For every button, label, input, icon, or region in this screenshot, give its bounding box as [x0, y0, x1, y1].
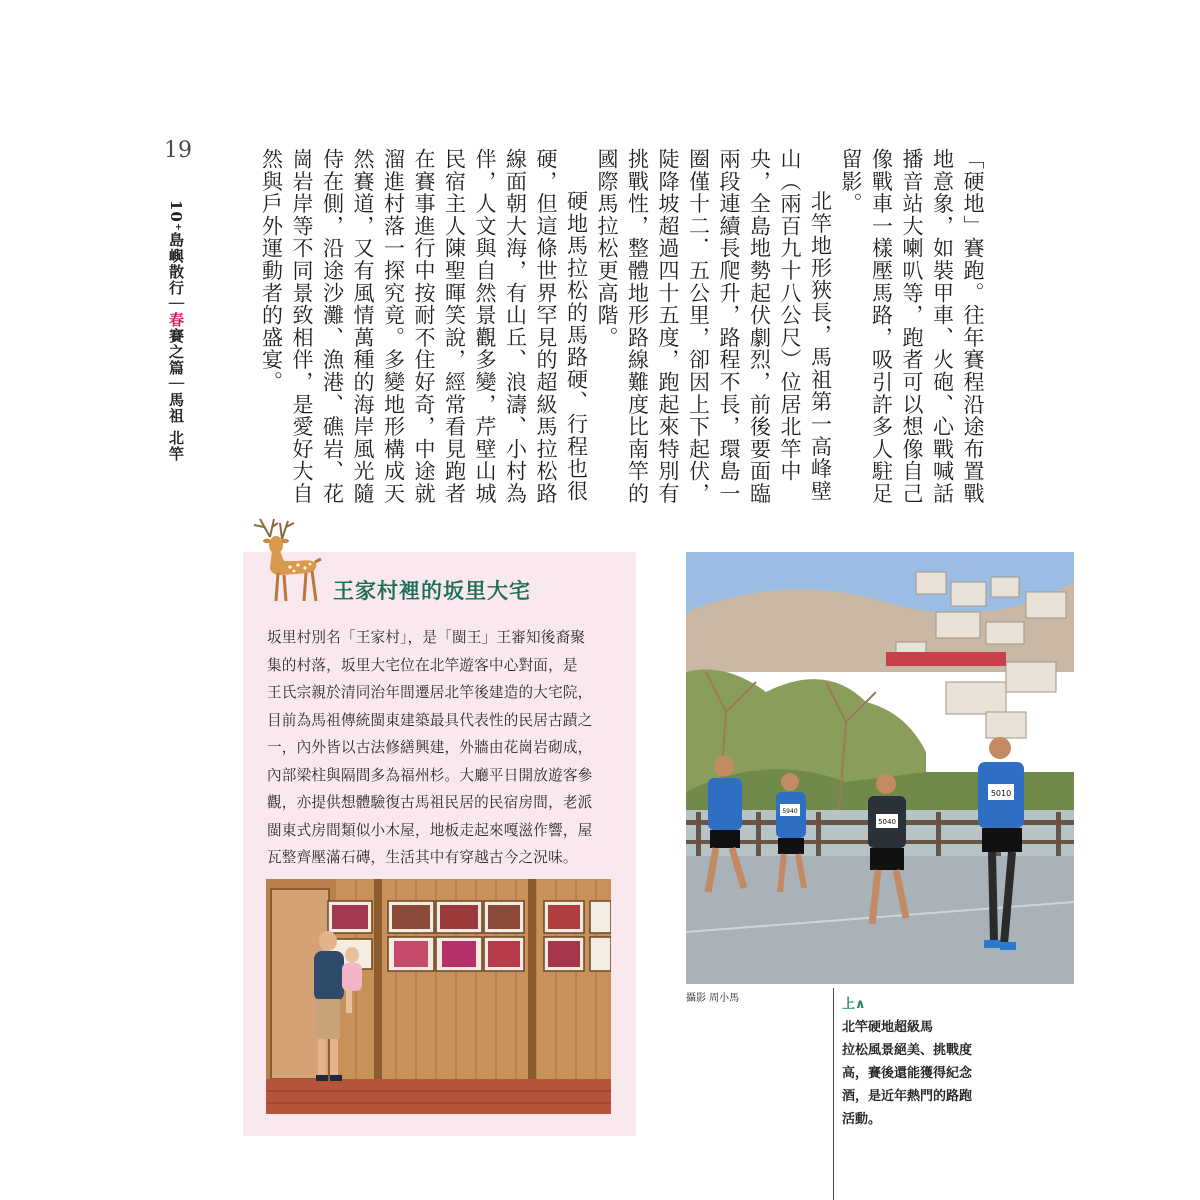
caption-line: 拉松風景絕美、挑戰度: [842, 1043, 973, 1058]
runner-bib: 5010: [990, 789, 1012, 798]
sidebar-line: 一，內外皆以古法修繕興建，外牆由花崗岩砌成，: [267, 739, 593, 756]
caption-rule: [833, 988, 834, 1200]
sidebar-line: 閩東式房間類似小木屋，地板走起來嘎滋作響，屋: [267, 821, 593, 839]
caption-line: 活動。: [842, 1112, 882, 1127]
sidebar-line: 瓦整齊壓滿石磚，生活其中有穿越古今之況味。: [267, 849, 578, 866]
sidebar-line: 目前為馬祖傳統閩東建築最具代表性的民居古蹟之: [267, 711, 593, 729]
sidebar-line: 集的村落，坂里大宅位在北竿遊客中心對面，是: [267, 656, 578, 674]
sidebar-line: 王氏宗親於清同治年間遷居北竿後建造的大宅院，: [267, 684, 593, 701]
photo-credit: 攝影 周小馬: [686, 993, 740, 1004]
chapter-suffix: 賽之篇: [167, 327, 185, 376]
chapter-mark: 春: [167, 311, 185, 328]
runner-bib: 5940: [782, 808, 798, 815]
article-paragraph: 硬地馬拉松的馬路硬、行程也很硬，但這條世界罕見的超級馬拉松路線面朝大海，有山丘、浪濤、小村為伴，人文與自然景觀多變，芹壁山城民宿主人陳聖暉笑說，經常看見跑者在賽事進行中按耐不住好奇，中途就溜進村落一探究竟。多變地形構成天然賽道，又有風情萬種的海岸風光隨侍在側，沿途沙灘、漁港、礁岩、花崗岩岸等不同景致相伴，是愛好大自然與戶外運動者的盛宴。: [259, 148, 589, 505]
article-body: [258, 148, 988, 518]
sidebar-text: [267, 624, 629, 872]
location-label: 馬祖 北竿: [167, 391, 185, 463]
runner-bib: 5040: [878, 818, 896, 826]
sidebar-line: 內部梁柱與隔間多為福州杉。大廳平日開放遊客參: [267, 766, 593, 784]
runners-photo: [686, 552, 1074, 984]
photo-caption: [842, 993, 992, 1131]
sidebar-line: 觀，亦提供想體驗復古馬祖民居的民宿房間，老派: [267, 794, 593, 811]
caption-line: 酒，是近年熱門的路跑: [842, 1089, 973, 1104]
deer-illustration: [248, 515, 328, 607]
caption-line: 高，賽後還能獲得紀念: [842, 1066, 973, 1081]
series-name: 10⁺島嶼散行: [167, 200, 185, 296]
article-paragraph: 北竿地形狹長，馬祖第一高峰壁山（兩百九十八公尺）位居北竿中央，全島地勢起伏劇烈，前後要面臨兩段連續長爬升，路程不長，環島一圈僅十二．五公里，卻因上下起伏，陡降坡超過四十五度，跑起來特別有挑戰性，整體地形路線難度比南竿的國際馬拉松更高階。: [595, 148, 833, 505]
sidebar-title: 王家村裡的坂里大宅: [333, 579, 531, 603]
separator-2: ｜: [167, 375, 185, 392]
house-interior-photo: [266, 879, 611, 1114]
running-head: [166, 200, 187, 463]
sidebar-line: 坂里村別名「王家村」，是「閩王」王審知後裔聚: [267, 629, 586, 646]
page-number: 19: [164, 138, 192, 163]
caption-line: 北竿硬地超級馬: [842, 1020, 934, 1035]
separator: ｜: [167, 295, 185, 312]
article-paragraph: 「硬地」賽跑。往年賽程沿途布置戰地意象，如裝甲車、火砲、心戰喊話播音站大喇叭等，跑者可以想像自己像戰車一樣壓馬路，吸引許多人駐足留影。: [839, 148, 985, 505]
caption-lead: 上∧: [842, 997, 866, 1012]
